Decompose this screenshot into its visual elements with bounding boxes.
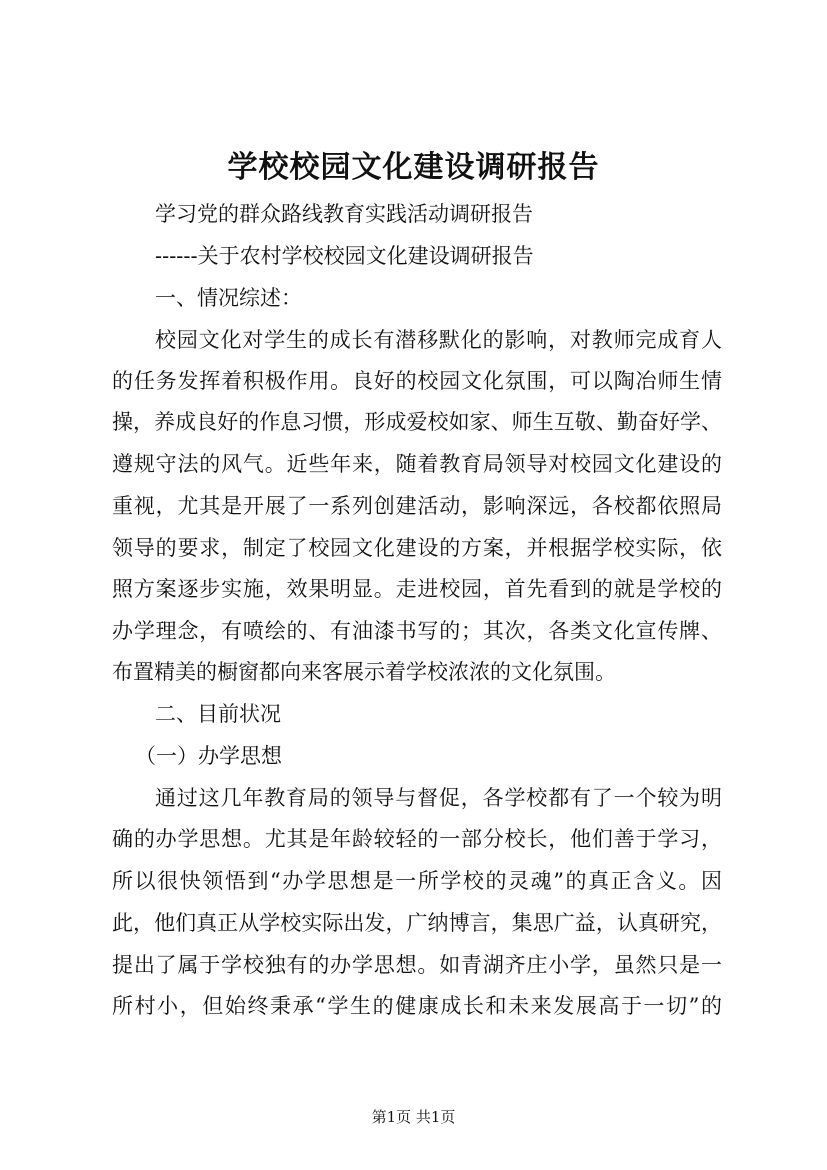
paragraph-line: 的任务发挥着积极作用。良好的校园文化氛围，可以陶冶师生情 bbox=[112, 369, 722, 393]
paragraph-line: 通过这几年教育局的领导与督促，各学校都有了一个较为明 bbox=[155, 786, 722, 810]
paragraph-line: 操，养成良好的作息习惯，形成爱校如家、师生互敬、勤奋好学、 bbox=[112, 410, 722, 434]
section-heading: 一、情况综述： bbox=[155, 286, 302, 310]
paragraph-line: 提出了属于学校独有的办学思想。如青湖齐庄小学，虽然只是一 bbox=[112, 953, 722, 977]
subtitle-line: ------关于农村学校校园文化建设调研报告 bbox=[155, 244, 534, 268]
paragraph-line: 遵规守法的风气。近些年来，随着教育局领导对校园文化建设的 bbox=[112, 452, 722, 476]
paragraph-line: 所村小，但始终秉承“学生的健康成长和未来发展高于一切”的 bbox=[112, 994, 722, 1018]
page-footer: 第1页 共1页 bbox=[371, 1108, 456, 1126]
paragraph-line: 确的办学思想。尤其是年龄较轻的一部分校长，他们善于学习， bbox=[112, 827, 722, 851]
paragraph-line: 照方案逐步实施，效果明显。走进校园，首先看到的就是学校的 bbox=[112, 577, 722, 601]
paragraph-line: 重视，尤其是开展了一系列创建活动，影响深远，各校都依照局 bbox=[112, 494, 722, 518]
subtitle-line: 学习党的群众路线教育实践活动调研报告 bbox=[155, 202, 533, 226]
paragraph-line: 此，他们真正从学校实际出发，广纳博言，集思广益，认真研究， bbox=[112, 911, 722, 935]
document-title: 学校校园文化建设调研报告 bbox=[227, 150, 600, 185]
paragraph-line: 领导的要求，制定了校园文化建设的方案，并根据学校实际，依 bbox=[112, 536, 722, 560]
paragraph-line: 所以很快领悟到“办学思想是一所学校的灵魂”的真正含义。因 bbox=[112, 869, 722, 893]
paragraph-line: 办学理念，有喷绘的、有油漆书写的；其次，各类文化宣传牌、 bbox=[112, 619, 722, 643]
section-heading: 二、目前状况 bbox=[155, 702, 281, 726]
paragraph-line: 校园文化对学生的成长有潜移默化的影响，对教师完成育人 bbox=[155, 328, 722, 352]
subsection-heading: （一）办学思想 bbox=[135, 744, 282, 768]
paragraph-line: 布置精美的橱窗都向来客展示着学校浓浓的文化氛围。 bbox=[112, 660, 616, 684]
